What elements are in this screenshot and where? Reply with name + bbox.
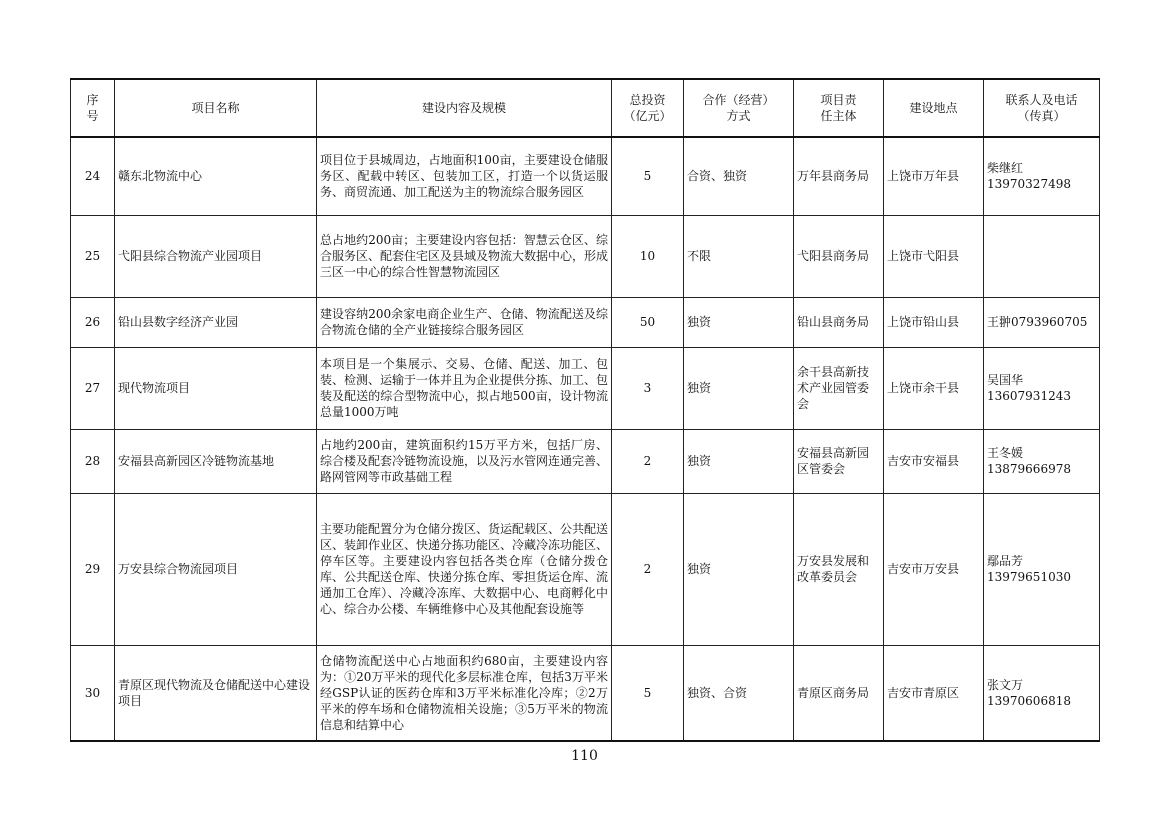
- cell-name: 赣东北物流中心: [115, 137, 317, 215]
- cell-location: 上饶市铅山县: [884, 297, 984, 347]
- cell-no: 30: [71, 645, 115, 741]
- cell-contact: 王冬媛 13879666978: [984, 429, 1100, 493]
- cell-contact: [984, 215, 1100, 297]
- cell-owner: 安福县高新园区管委会: [794, 429, 884, 493]
- cell-coop: 独资、合资: [684, 645, 794, 741]
- cell-name: 青原区现代物流及仓储配送中心建设项目: [115, 645, 317, 741]
- cell-no: 29: [71, 493, 115, 645]
- header-invest: 总投资 （亿元）: [612, 79, 684, 137]
- cell-coop: 独资: [684, 347, 794, 429]
- header-name: 项目名称: [115, 79, 317, 137]
- table-row: [71, 215, 1100, 297]
- table-header-row: [71, 79, 1100, 137]
- header-owner: 项目责 任主体: [794, 79, 884, 137]
- cell-name: 现代物流项目: [115, 347, 317, 429]
- cell-owner: 万年县商务局: [794, 137, 884, 215]
- cell-owner: 万安县发展和改革委员会: [794, 493, 884, 645]
- header-location: 建设地点: [884, 79, 984, 137]
- cell-invest: 5: [612, 137, 684, 215]
- cell-location: 吉安市万安县: [884, 493, 984, 645]
- header-no: 序 号: [71, 79, 115, 137]
- cell-desc: 本项目是一个集展示、交易、仓储、配送、加工、包装、检测、运输于一体并且为企业提供分拣、加工、包装及配送的综合型物流中心，拟占地500亩，设计物流总量1000万吨: [317, 347, 612, 429]
- cell-owner: 弋阳县商务局: [794, 215, 884, 297]
- cell-invest: 3: [612, 347, 684, 429]
- cell-invest: 50: [612, 297, 684, 347]
- cell-coop: 独资: [684, 493, 794, 645]
- cell-desc: 占地约200亩，建筑面积约15万平方米，包括厂房、综合楼及配套冷链物流设施，以及污水管网连通完善、路网管网等市政基础工程: [317, 429, 612, 493]
- table-row: [71, 429, 1100, 493]
- cell-contact: 王翀0793960705: [984, 297, 1100, 347]
- cell-contact: 柴继红 13970327498: [984, 137, 1100, 215]
- cell-location: 上饶市余干县: [884, 347, 984, 429]
- cell-no: 24: [71, 137, 115, 215]
- cell-owner: 青原区商务局: [794, 645, 884, 741]
- cell-coop: 独资: [684, 429, 794, 493]
- cell-coop: 合资、独资: [684, 137, 794, 215]
- page-number: 110: [571, 748, 598, 764]
- table-row: [71, 297, 1100, 347]
- cell-coop: 独资: [684, 297, 794, 347]
- cell-owner: 铅山县商务局: [794, 297, 884, 347]
- cell-desc: 主要功能配置分为仓储分拨区、货运配载区、公共配送区、装卸作业区、快递分拣功能区、冷藏冷冻功能区、停车区等。主要建设内容包括各类仓库（仓储分拨仓库、公共配送仓库、快递分拣仓库、零担货运仓库、流通加工仓库）、冷藏冷冻库、大数据中心、电商孵化中心、综合办公楼、车辆维修中心及其他配套设施等: [317, 493, 612, 645]
- cell-desc: 建设容纳200余家电商企业生产、仓储、物流配送及综合物流仓储的全产业链接综合服务园区: [317, 297, 612, 347]
- cell-location: 吉安市青原区: [884, 645, 984, 741]
- cell-invest: 10: [612, 215, 684, 297]
- cell-invest: 5: [612, 645, 684, 741]
- cell-no: 26: [71, 297, 115, 347]
- cell-name: 安福县高新园区冷链物流基地: [115, 429, 317, 493]
- header-coop: 合作（经营） 方式: [684, 79, 794, 137]
- header-contact: 联系人及电话 （传真）: [984, 79, 1100, 137]
- cell-name: 铅山县数字经济产业园: [115, 297, 317, 347]
- cell-coop: 不限: [684, 215, 794, 297]
- cell-contact: 张文万 13970606818: [984, 645, 1100, 741]
- cell-desc: 总占地约200亩；主要建设内容包括：智慧云仓区、综合服务区、配套住宅区及县域及物流大数据中心，形成三区一中心的综合性智慧物流园区: [317, 215, 612, 297]
- cell-name: 弋阳县综合物流产业园项目: [115, 215, 317, 297]
- cell-no: 27: [71, 347, 115, 429]
- cell-desc: 项目位于县城周边，占地面积100亩，主要建设仓储服务区、配载中转区、包装加工区，打造一个以货运服务、商贸流通、加工配送为主的物流综合服务园区: [317, 137, 612, 215]
- cell-contact: 吴国华 13607931243: [984, 347, 1100, 429]
- cell-contact: 鄢品芳 13979651030: [984, 493, 1100, 645]
- cell-invest: 2: [612, 493, 684, 645]
- cell-invest: 2: [612, 429, 684, 493]
- cell-name: 万安县综合物流园项目: [115, 493, 317, 645]
- cell-desc: 仓储物流配送中心占地面积约680亩，主要建设内容为：①20万平米的现代化多层标准仓库，包括3万平米经GSP认证的医药仓库和3万平米标准化冷库；②2万平米的停车场和仓储物流相关设施；③5万平米的物流信息和结算中心: [317, 645, 612, 741]
- cell-no: 25: [71, 215, 115, 297]
- table-row: [71, 645, 1100, 741]
- project-table: [70, 78, 1100, 742]
- table-row: [71, 137, 1100, 215]
- table-row: [71, 347, 1100, 429]
- cell-location: 上饶市弋阳县: [884, 215, 984, 297]
- header-desc: 建设内容及规模: [317, 79, 612, 137]
- cell-owner: 余干县高新技术产业园管委会: [794, 347, 884, 429]
- cell-location: 吉安市安福县: [884, 429, 984, 493]
- cell-no: 28: [71, 429, 115, 493]
- cell-location: 上饶市万年县: [884, 137, 984, 215]
- table-row: [71, 493, 1100, 645]
